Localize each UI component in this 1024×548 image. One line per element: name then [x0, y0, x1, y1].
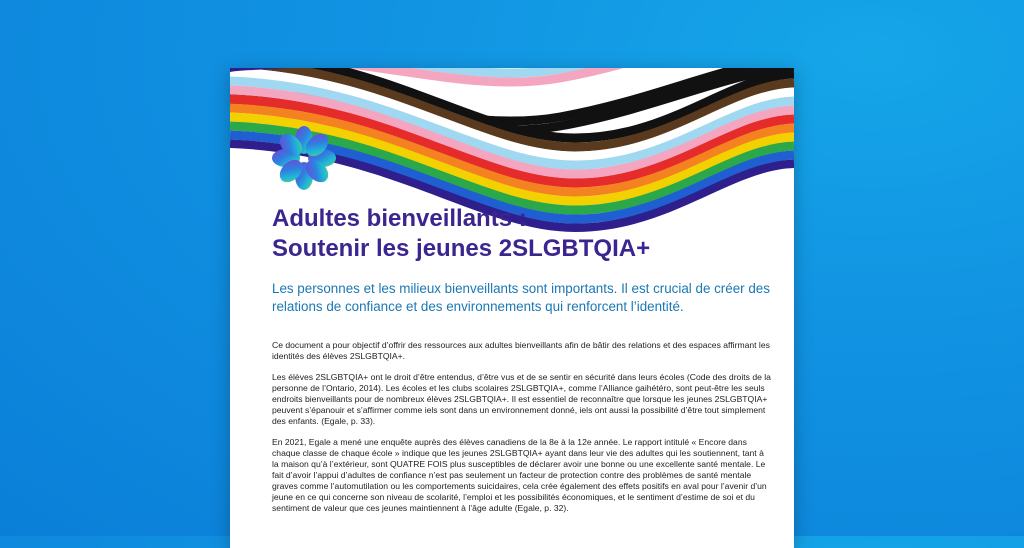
title-line-2: Soutenir les jeunes 2SLGBTQIA+ [272, 235, 651, 262]
body-paragraph: Ce document a pour objectif d’offrir des ressources aux adultes bienveillants afin de bâtir des relations et des espaces affirmant les identités des élèves 2SLGBTQIA+. [272, 340, 770, 361]
document-subtitle: Les personnes et les milieux bienveillants sont importants. Il est crucial de créer des relations de confiance et des environnements qui renforcent l’identité. [272, 281, 770, 314]
flower-logo-icon [268, 122, 340, 194]
title-line-1: Adultes bienveillants : [272, 205, 527, 232]
document-page [230, 68, 794, 548]
body-paragraph: En 2021, Egale a mené une enquête auprès des élèves canadiens de la 8e à la 12e année. Le rapport intitulé « Encore dans chaque classe de chaque école » indique que les jeunes 2SLGBTQIA+ ayant dans leur vie des adultes qui les soutiennent, tant à la maison qu’à l’extérieur, sont QUATRE FOIS plus susceptibles de déclarer avoir une bonne ou une excellente santé mentale. Le fait d’avoir l’appui d’adultes de confiance n’est pas seulement un facteur de protection contre des problèmes de santé mentale graves comme l’automutilation ou les comportements suicidaires, cela crée également des effets positifs en aval pour l’avenir d’un jeune en ce qui concerne son niveau de scolarité, l’emploi et les possibilités économiques, et le sentiment d’estime de soi et du sentiment de valeur que ces jeunes maintiennent à l’âge adulte (Egale, p. 32). [272, 437, 767, 513]
document-body [272, 340, 772, 524]
body-paragraph: Les élèves 2SLGBTQIA+ ont le droit d’être entendus, d’être vus et de se sentir en sécurité dans leurs écoles (Code des droits de la personne de l’Ontario, 2014). Les écoles et les clubs scolaires 2SLGBTQIA+, comme l’Alliance gaihétéro, sont peut-être les seuls endroits bienveillants pour de nombreux élèves 2SLGBTQIA+. Il est essentiel de reconnaître que lorsque les jeunes 2SLGBTQIA+ peuvent s’épanouir et s’affirmer comme iels sont dans un environnement donné, iels ont aussi la possibilité d’être tout simplement des enfants. (Egale, p. 33). [272, 372, 771, 426]
document-title [272, 204, 772, 264]
